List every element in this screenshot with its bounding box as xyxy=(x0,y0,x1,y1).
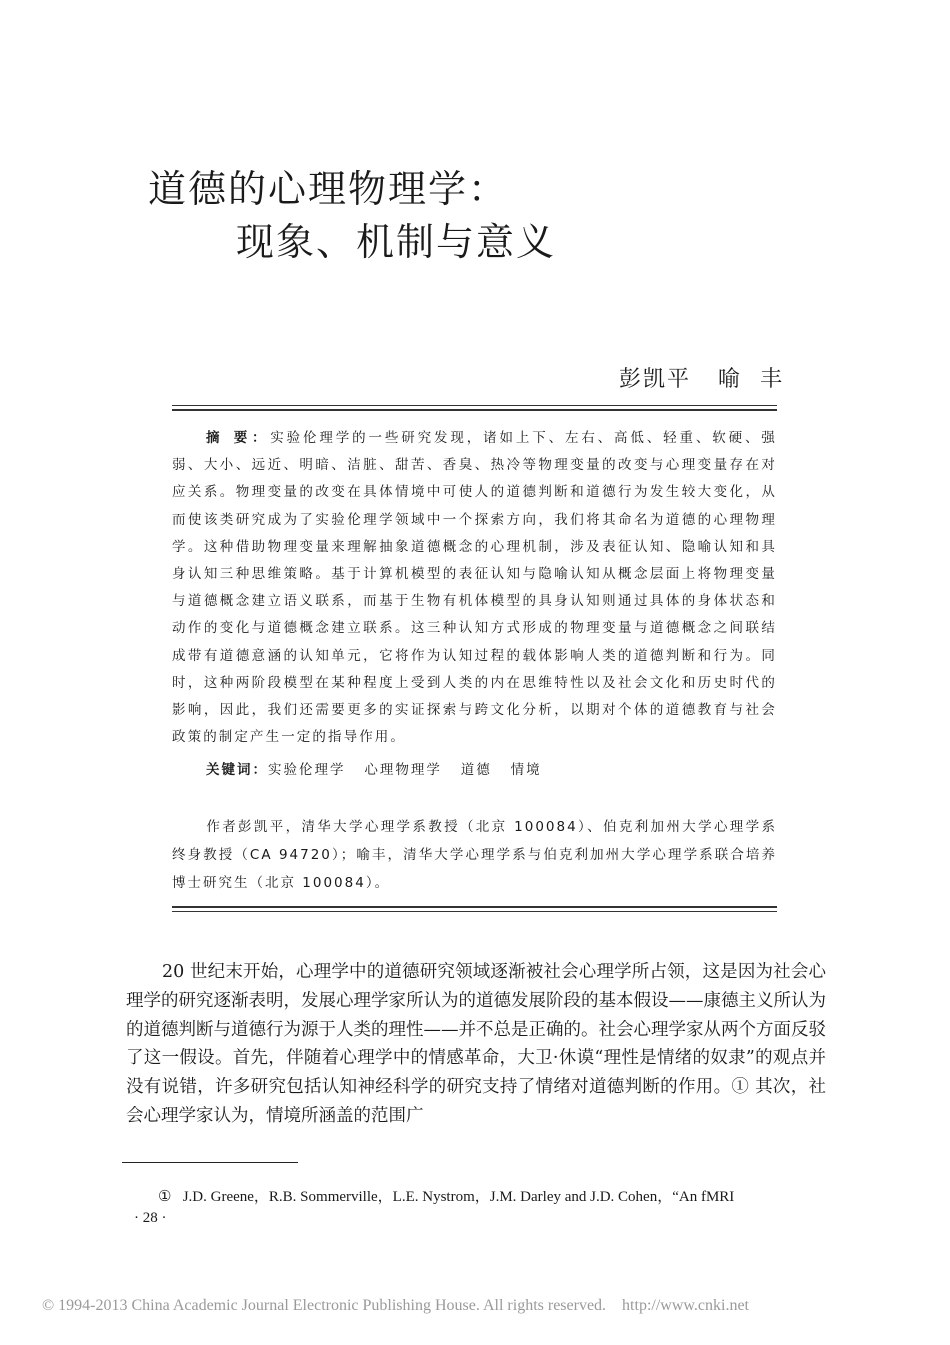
abstract-bottom-rule-thick xyxy=(172,906,777,908)
abstract-top-rule-thick xyxy=(172,409,777,411)
keywords-label: 关键词： xyxy=(206,762,268,778)
author-info xyxy=(172,813,777,897)
abstract xyxy=(172,425,777,751)
keywords-text: 实验伦理学 心理物理学 道德 情境 xyxy=(268,762,542,778)
title-line-1: 道德的心理物理学： xyxy=(148,167,509,211)
body-text: 20 世纪末开始，心理学中的道德研究领域逐渐被社会心理学所占领，这是因为社会心理学的研究逐渐表明，发展心理学家所认为的道德发展阶段的基本假设——康德主义所认为的道德判断与道德行为源于人类的理性——并不总是正确的。社会心理学家从两个方面反驳了这一假设。首先，伴随着心理学中的情感革命，大卫·休谟“理性是情绪的奴隶”的观点并没有说错，许多研究包括认知神经科学的研究支持了情绪对道德判断的作用。① 其次，社会心理学家认为，情境所涵盖的范围广 xyxy=(126,962,826,1126)
abstract-top-rule-thin xyxy=(172,405,777,406)
body-paragraph xyxy=(126,958,826,1131)
title-line-2: 现象、机制与意义 xyxy=(236,220,557,264)
abstract-label: 摘 要： xyxy=(206,430,271,446)
abstract-text: 实验伦理学的一些研究发现，诸如上下、左右、高低、轻重、软硬、强弱、大小、远近、明暗、洁脏、甜苦、香臭、热冷等物理变量的改变与心理变量存在对应关系。物理变量的改变在具体情境中可使人的道德判断和道德行为发生较大变化，从而使该类研究成为了实验伦理学领域中一个探索方向，我们将其命名为道德的心理物理学。这种借助物理变量来理解抽象道德概念的心理机制，涉及表征认知、隐喻认知和具身认知三种思维策略。基于计算机模型的表征认知与隐喻认知从概念层面上将物理变量与道德概念建立语义联系，而基于生物有机体模型的具身认知则通过具体的身体状态和动作的变化与道德概念建立联系。这三种认知方式形成的物理变量与道德概念之间联结成带有道德意涵的认知单元，它将作为认知过程的载体影响人类的道德判断和行为。同时，这种两阶段模型在某种程度上受到人类的内在思维特性以及社会文化和历史时代的影响，因此，我们还需要更多的实证探索与跨文化分析，以期对个体的道德教育与社会政策的制定产生一定的指导作用。 xyxy=(172,430,777,746)
footnote: ① J.D. Greene，R.B. Sommerville，L.E. Nystrom，J.M. Darley and J.D. Cohen，“An fMRI xyxy=(158,1189,735,1205)
author-info-text: 作者彭凯平，清华大学心理学系教授（北京 100084）、伯克利加州大学心理学系终身教授（CA 94720）；喻丰，清华大学心理学系与伯克利加州大学心理学系联合培养博士研究生（北京 100084）。 xyxy=(172,819,777,891)
abstract-bottom-rule-thin xyxy=(172,911,777,912)
page-number: · 28 · xyxy=(134,1210,167,1226)
keywords xyxy=(206,758,542,778)
footnote-rule xyxy=(122,1162,298,1163)
copyright-watermark: © 1994-2013 China Academic Journal Electronic Publishing House. All rights reserved. http://www.cnki.net xyxy=(42,1297,749,1314)
authors: 彭凯平 喻 丰 xyxy=(619,367,784,392)
